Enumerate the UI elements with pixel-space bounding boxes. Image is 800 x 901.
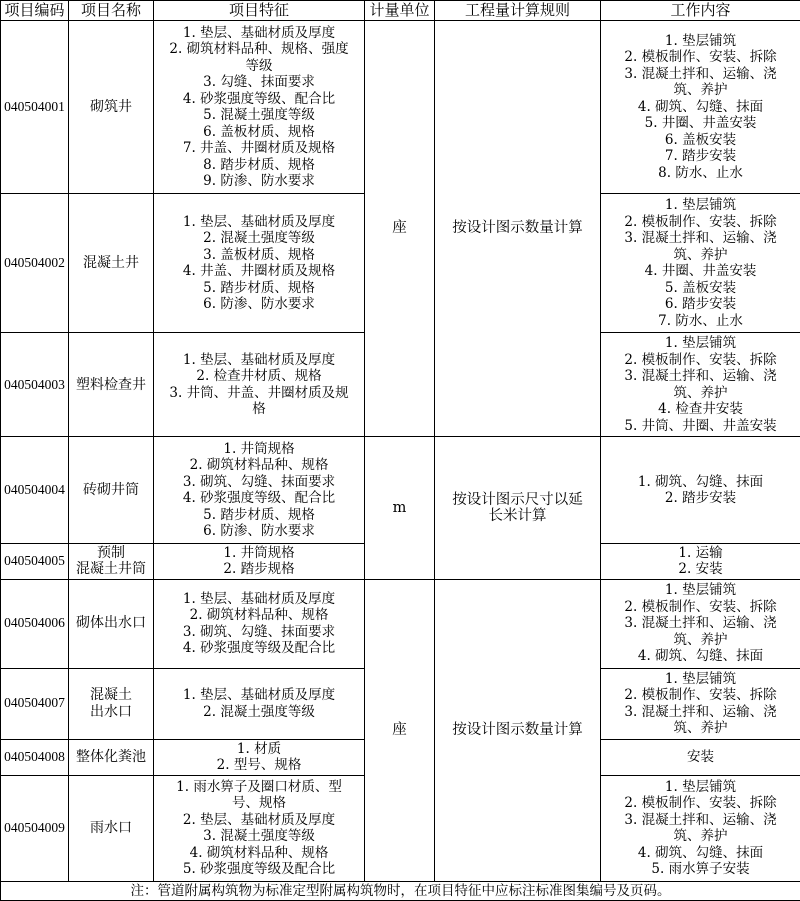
- quantity-rule: 按设计图示数量计算: [435, 579, 601, 881]
- unit-of-measure: m: [365, 437, 435, 579]
- work-content-line: 1. 垫层铺筑: [664, 778, 737, 795]
- item-features-line: 1. 材质: [236, 740, 282, 757]
- work-content: [601, 668, 800, 739]
- item-code: 040504004: [1, 437, 69, 543]
- table-row: [1, 437, 800, 543]
- work-content-line: 6. 踏步安装: [664, 296, 737, 313]
- item-features: [154, 668, 365, 739]
- item-features-line: 2. 混凝土强度等级: [203, 230, 315, 247]
- work-content-line: 3. 混凝土拌和、运输、浇: [624, 368, 777, 385]
- item-code: 040504007: [1, 668, 69, 739]
- work-content-line: 1. 垫层铺筑: [664, 335, 737, 352]
- item-features-line: 6. 防渗、防水要求: [203, 296, 315, 313]
- item-features-line: 2. 砌筑材料品种、规格: [189, 607, 329, 624]
- work-content-line: 1. 垫层铺筑: [664, 197, 737, 214]
- header-row: [1, 1, 800, 21]
- work-content-line: 5. 井圈、井盖安装: [644, 115, 757, 132]
- work-content-line: 1. 运输: [678, 544, 723, 561]
- work-content: [601, 775, 800, 881]
- item-features-line: 3. 砌筑、勾缝、抹面要求: [182, 623, 336, 640]
- work-content: [601, 21, 800, 194]
- item-features-line: 1. 井筒规格: [223, 544, 295, 561]
- item-name-line: 砖砌井筒: [83, 481, 139, 498]
- item-name: [69, 775, 154, 881]
- item-features-line: 2. 踏步规格: [223, 561, 295, 578]
- item-code: 040504005: [1, 543, 69, 579]
- item-features-line: 4. 砂浆强度等级及配合比: [182, 640, 336, 657]
- item-features: [154, 543, 365, 579]
- item-features-line: 号、规格: [232, 795, 286, 812]
- item-name-line: 混凝土井: [83, 255, 139, 272]
- item-name: [69, 668, 154, 739]
- item-code: 040504008: [1, 739, 69, 775]
- header-code: 项目编码: [1, 1, 69, 21]
- work-content-line: 3. 混凝土拌和、运输、浇: [624, 615, 777, 632]
- item-name: [69, 333, 154, 437]
- work-content-line: 2. 模板制作、安装、拆除: [624, 351, 777, 368]
- item-features-line: 3. 砌筑、勾缝、抹面要求: [182, 473, 336, 490]
- item-features: [154, 775, 365, 881]
- header-rule: 工程量计算规则: [435, 1, 601, 21]
- item-name-line: 预制: [97, 544, 125, 561]
- work-content-line: 安装: [687, 749, 714, 766]
- work-content: [601, 333, 800, 437]
- table-row: [1, 21, 800, 194]
- work-content-line: 2. 模板制作、安装、拆除: [624, 795, 777, 812]
- item-features-line: 1. 井筒规格: [223, 440, 295, 457]
- header-unit: 计量单位: [365, 1, 435, 21]
- item-code: 040504009: [1, 775, 69, 881]
- item-features-line: 2. 检查井材质、规格: [196, 368, 322, 385]
- work-content-line: 4. 砌筑、勾缝、抹面: [637, 844, 764, 861]
- item-features-line: 1. 垫层、基础材质及厚度: [182, 24, 336, 41]
- item-features-line: 2. 砌筑材料品种、规格、强度: [169, 41, 349, 58]
- item-features-line: 9. 防渗、防水要求: [203, 173, 315, 190]
- item-features: [154, 437, 365, 543]
- note-row: [1, 881, 800, 900]
- item-name: [69, 579, 154, 668]
- item-code: 040504001: [1, 21, 69, 194]
- table-row: [1, 579, 800, 668]
- work-content-line: 筑、养护: [673, 82, 728, 99]
- header-features: 项目特征: [154, 1, 365, 21]
- work-content-line: 2. 模板制作、安装、拆除: [624, 687, 777, 704]
- work-content-line: 5. 雨水箅子安装: [651, 861, 750, 878]
- item-features: [154, 194, 365, 333]
- work-content-line: 7. 防水、止水: [658, 312, 743, 329]
- quantity-rule: 按设计图示数量计算: [435, 21, 601, 437]
- item-name: [69, 437, 154, 543]
- work-content-line: 3. 混凝土拌和、运输、浇: [624, 703, 777, 720]
- item-name-line: 塑料检查井: [76, 376, 146, 393]
- quantity-rule: 按设计图示尺寸以延长米计算: [435, 437, 601, 579]
- work-content-line: 2. 模板制作、安装、拆除: [624, 213, 777, 230]
- item-features-line: 1. 垫层、基础材质及厚度: [182, 590, 336, 607]
- work-content-line: 筑、养护: [673, 720, 728, 737]
- work-content: [601, 739, 800, 775]
- item-features-line: 5. 混凝土强度等级: [203, 107, 315, 124]
- item-features: [154, 333, 365, 437]
- item-code: 040504002: [1, 194, 69, 333]
- unit-of-measure: 座: [365, 579, 435, 881]
- work-content-line: 3. 混凝土拌和、运输、浇: [624, 230, 777, 247]
- work-content: [601, 543, 800, 579]
- work-content: [601, 194, 800, 333]
- work-content-line: 2. 模板制作、安装、拆除: [624, 49, 777, 66]
- item-features: [154, 739, 365, 775]
- item-name-line: 混凝土: [90, 687, 132, 704]
- work-content-line: 8. 防水、止水: [658, 164, 743, 181]
- header-name: 项目名称: [69, 1, 154, 21]
- item-name: [69, 739, 154, 775]
- work-content-line: 4. 井圈、井盖安装: [644, 263, 757, 280]
- item-features-line: 2. 型号、规格: [216, 757, 302, 774]
- item-features-line: 1. 垫层、基础材质及厚度: [182, 351, 336, 368]
- item-features-line: 1. 垫层、基础材质及厚度: [182, 213, 336, 230]
- header-work: 工作内容: [601, 1, 800, 21]
- work-content-line: 7. 踏步安装: [664, 148, 737, 165]
- work-content-line: 4. 砌筑、勾缝、抹面: [637, 648, 764, 665]
- item-features-line: 4. 井盖、井圈材质及规格: [182, 263, 336, 280]
- work-content-line: 1. 垫层铺筑: [664, 670, 737, 687]
- item-features-line: 3. 混凝土强度等级: [203, 828, 315, 845]
- work-content-line: 1. 砌筑、勾缝、抹面: [637, 473, 764, 490]
- work-content-line: 1. 垫层铺筑: [664, 32, 737, 49]
- item-name: [69, 194, 154, 333]
- item-name-line: 砌筑井: [90, 98, 132, 115]
- item-name-line: 砌体出水口: [76, 615, 146, 632]
- work-content-line: 1. 垫层铺筑: [664, 582, 737, 599]
- item-features-line: 7. 井盖、井圈材质及规格: [182, 140, 336, 157]
- item-features-line: 2. 垫层、基础材质及厚度: [182, 811, 336, 828]
- work-content-line: 2. 模板制作、安装、拆除: [624, 598, 777, 615]
- item-name-line: 混凝土井筒: [76, 561, 146, 578]
- item-features-line: 3. 盖板材质、规格: [203, 246, 315, 263]
- item-features: [154, 579, 365, 668]
- item-features-line: 6. 防渗、防水要求: [203, 523, 315, 539]
- work-content-line: 筑、养护: [673, 828, 728, 845]
- item-features-line: 等级: [245, 57, 273, 74]
- item-features-line: 4. 砂浆强度等级、配合比: [182, 490, 336, 506]
- item-features-line: 5. 踏步材质、规格: [203, 279, 315, 296]
- item-features-line: 1. 垫层、基础材质及厚度: [182, 687, 336, 704]
- item-features-line: 6. 盖板材质、规格: [203, 123, 315, 140]
- unit-of-measure: 座: [365, 21, 435, 437]
- item-features-line: 4. 砌筑材料品种、规格: [189, 844, 329, 861]
- item-features-line: 5. 砂浆强度等级及配合比: [182, 861, 336, 878]
- work-content: [601, 437, 800, 543]
- item-features-line: 3. 勾缝、抹面要求: [203, 74, 315, 91]
- item-code: 040504006: [1, 579, 69, 668]
- work-content-line: 3. 混凝土拌和、运输、浇: [624, 811, 777, 828]
- item-features-line: 2. 混凝土强度等级: [203, 703, 315, 720]
- work-content-line: 6. 盖板安装: [664, 131, 737, 148]
- work-content-line: 筑、养护: [673, 631, 728, 648]
- work-content-line: 4. 检查井安装: [658, 401, 743, 418]
- item-name-line: 雨水口: [90, 820, 132, 837]
- item-features-line: 格: [252, 401, 266, 418]
- work-content-line: 2. 安装: [678, 561, 723, 578]
- work-content-line: 3. 混凝土拌和、运输、浇: [624, 65, 777, 82]
- item-name: [69, 543, 154, 579]
- work-content-line: 筑、养护: [673, 246, 728, 263]
- item-name: [69, 21, 154, 194]
- work-content-line: 筑、养护: [673, 384, 728, 401]
- item-features-line: 5. 踏步材质、规格: [203, 506, 315, 523]
- work-content-line: 5. 井筒、井圈、井盖安装: [624, 417, 777, 434]
- work-content-line: 2. 踏步安装: [664, 490, 737, 506]
- work-content-line: 4. 砌筑、勾缝、抹面: [637, 98, 764, 115]
- item-features-line: 1. 雨水箅子及圈口材质、型: [176, 778, 342, 795]
- item-features: [154, 21, 365, 194]
- item-features-line: 8. 踏步材质、规格: [203, 156, 315, 173]
- table-note: 注：管道附属构筑物为标准定型附属构筑物时，在项目特征中应标注标准图集编号及页码。: [1, 881, 800, 900]
- work-content-line: 5. 盖板安装: [664, 279, 737, 296]
- item-features-line: 4. 砂浆强度等级、配合比: [182, 90, 336, 107]
- item-features-line: 2. 砌筑材料品种、规格: [189, 457, 329, 473]
- item-features-line: 3. 井筒、井盖、井圈材质及规: [169, 384, 349, 401]
- item-code: 040504003: [1, 333, 69, 437]
- work-content: [601, 579, 800, 668]
- item-name-line: 整体化粪池: [76, 749, 146, 766]
- item-name-line: 出水口: [90, 703, 132, 720]
